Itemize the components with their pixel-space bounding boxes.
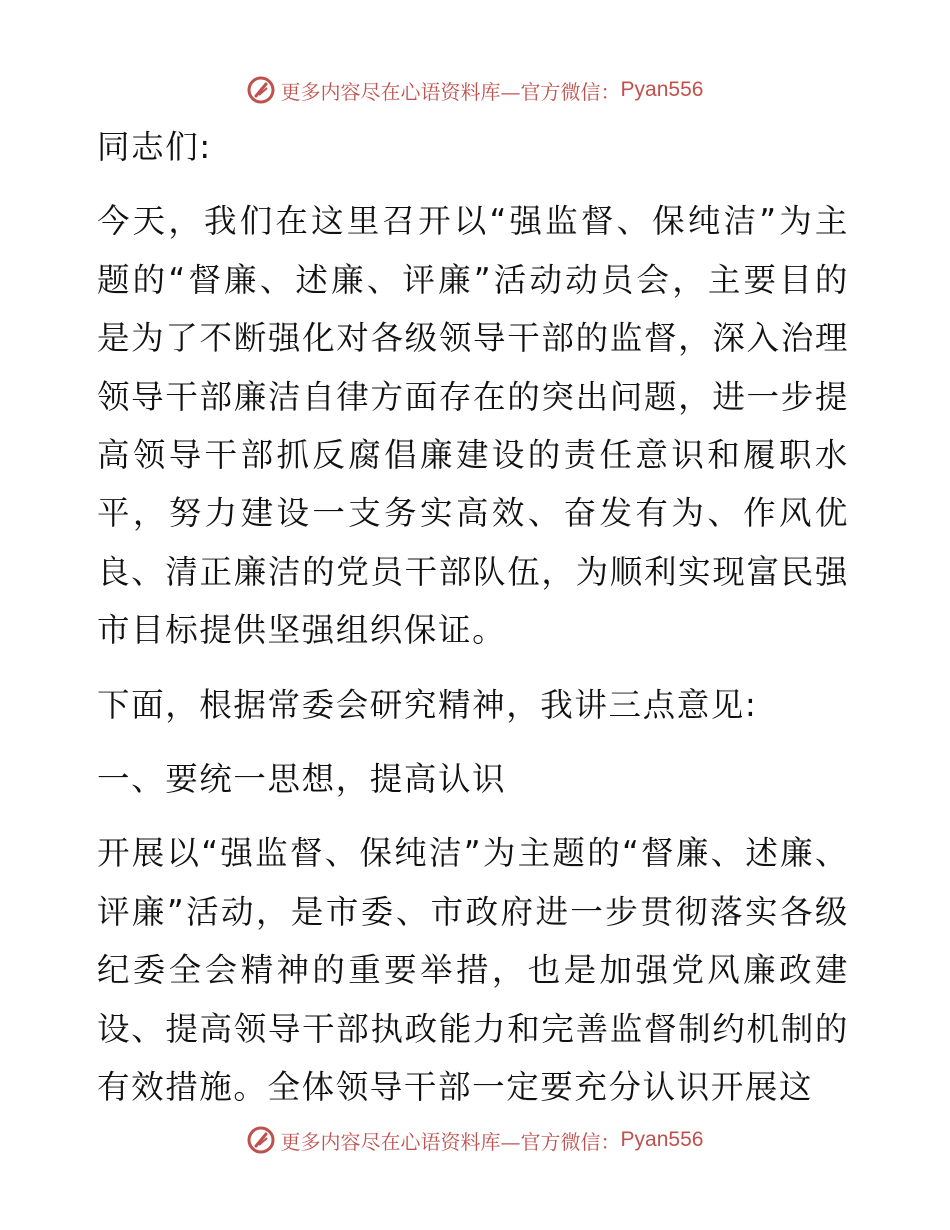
paragraph-section-one: 开展以“强监督、保纯洁”为主题的“督廉、述廉、评廉”活动，是市委、市政府进一步贯彻落实各级纪委全会精神的重要举措，也是加强党风廉政建设、提高领导干部执政能力和完善监督制约机制的有效措施。全体领导干部一定要充分认识开展这 xyxy=(97,834,849,1107)
watermark-header xyxy=(0,70,950,110)
section-heading-one: 一、要统一思想，提高认识 xyxy=(97,760,507,799)
watermark-id: Pyan556 xyxy=(620,78,704,101)
watermark-footer xyxy=(0,1120,950,1160)
document-body xyxy=(97,118,849,1117)
paragraph-salutation: 同志们: xyxy=(97,128,212,166)
logo-icon xyxy=(247,1126,275,1154)
watermark-text: 更多内容尽在心语资料库—官方微信： xyxy=(280,79,621,104)
paragraph-intro: 今天，我们在这里召开以“强监督、保纯洁”为主题的“督廉、述廉、评廉”活动动员会，主要目的是为了不断强化对各级领导干部的监督，深入治理领导干部廉洁自律方面存在的突出问题，进一步提高领导干部抓反腐倡廉建设的责任意识和履职水平，努力建设一支务实高效、奋发有为、作风优良、清正廉洁的党员干部队伍，为顺利实现富民强市目标提供坚强组织保证。 xyxy=(97,202,849,650)
logo-icon xyxy=(247,76,275,104)
watermark-text: 更多内容尽在心语资料库—官方微信： xyxy=(280,1129,621,1154)
watermark-id: Pyan556 xyxy=(620,1128,704,1151)
paragraph-three-points: 下面，根据常委会研究精神，我讲三点意见: xyxy=(97,685,758,724)
